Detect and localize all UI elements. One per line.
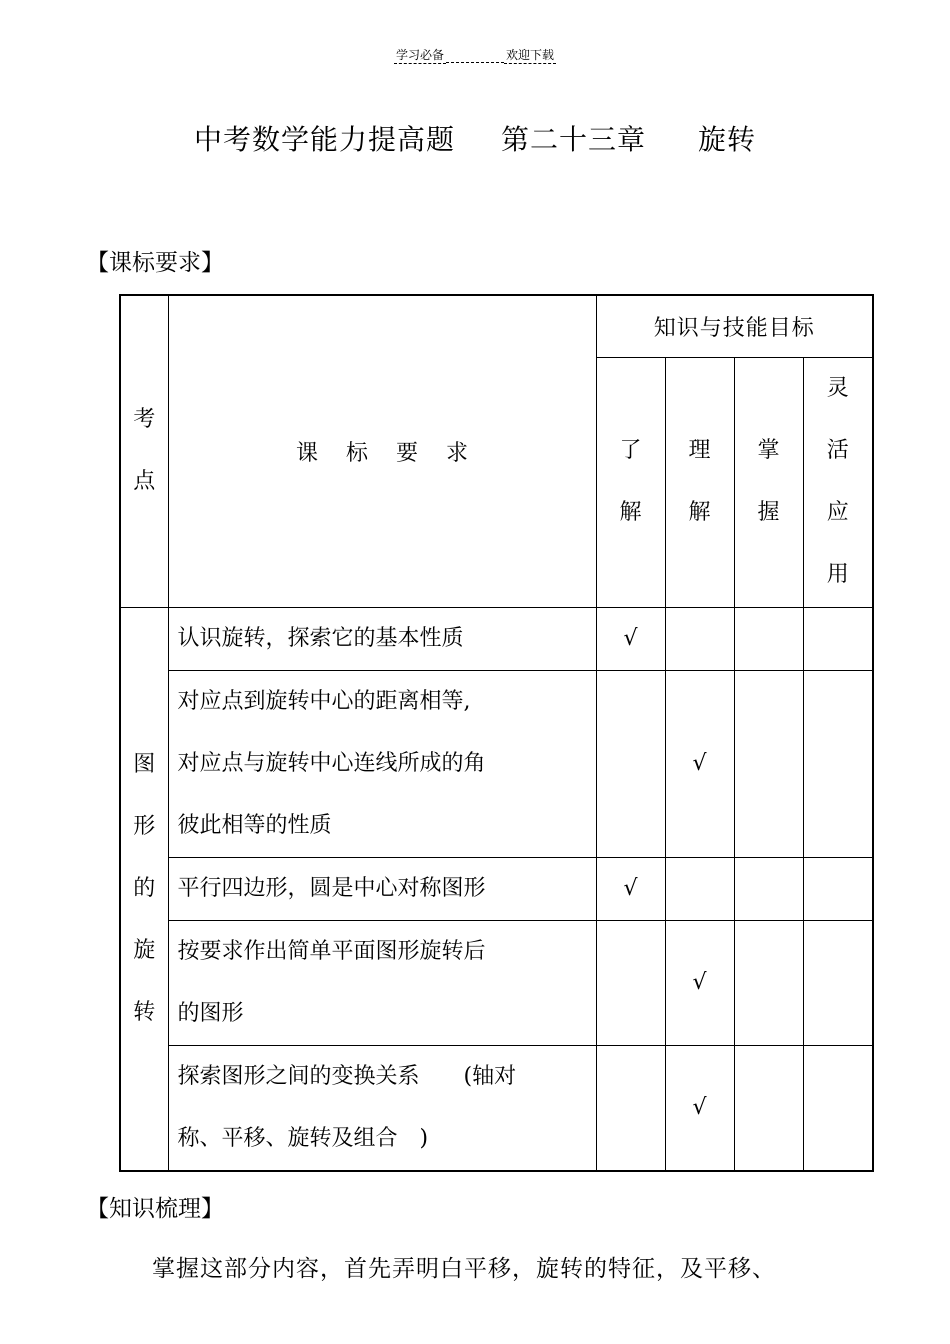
body-paragraph: 掌握这部分内容，首先弄明白平移，旋转的特征，及平移、	[152, 1256, 776, 1282]
topic-char: 形	[133, 813, 156, 839]
requirement-line: 对应点与旋转中心连线所成的角	[177, 750, 486, 776]
empty-cell	[734, 857, 803, 920]
check-mark: √	[596, 607, 665, 670]
header-skill-goal: 知识与技能目标	[596, 295, 873, 357]
empty-cell	[596, 920, 665, 1045]
level-comprehend	[665, 357, 734, 607]
requirement-row-4	[168, 920, 596, 1045]
topic-char: 图	[133, 751, 156, 777]
requirement-line: 对应点到旋转中心的距离相等,	[177, 688, 471, 714]
requirements-table	[119, 294, 874, 1172]
empty-cell	[803, 1045, 873, 1171]
header-dashed-gap	[446, 62, 504, 63]
empty-cell	[734, 670, 803, 857]
empty-cell	[596, 670, 665, 857]
header-right-text: 欢迎下载	[506, 48, 555, 62]
requirement-row-3	[168, 857, 596, 920]
requirement-line: 的图形	[177, 1000, 244, 1026]
header-requirement-char: 要	[396, 440, 419, 466]
check-mark: √	[665, 920, 734, 1045]
page-header	[0, 46, 950, 63]
requirement-line: 探索图形之间的变换关系 (轴对	[177, 1063, 517, 1089]
level-char: 解	[619, 500, 642, 525]
page-title	[0, 118, 950, 158]
requirement-line: 彼此相等的性质	[177, 812, 332, 838]
topic-char: 旋	[133, 937, 156, 963]
check-mark: √	[665, 1045, 734, 1171]
header-kaodian-char: 考	[133, 407, 156, 433]
header-requirement	[168, 295, 596, 607]
topic-char: 的	[133, 875, 156, 901]
empty-cell	[734, 920, 803, 1045]
topic-cell	[120, 607, 168, 1171]
check-mark: √	[665, 670, 734, 857]
title-part-3: 旋转	[698, 123, 757, 156]
requirement-line: 平行四边形，圆是中心对称图形	[177, 875, 486, 901]
requirement-line: 按要求作出简单平面图形旋转后	[177, 938, 486, 964]
empty-cell	[803, 670, 873, 857]
header-kaodian-char: 点	[133, 469, 156, 495]
level-char: 了	[619, 438, 642, 463]
empty-cell	[803, 920, 873, 1045]
header-requirement-char: 求	[446, 440, 469, 466]
level-apply	[803, 357, 873, 607]
header-kaodian	[120, 295, 168, 607]
level-char: 应	[826, 500, 849, 525]
header-requirement-char: 标	[345, 440, 368, 466]
level-char: 灵	[826, 376, 849, 401]
empty-cell	[665, 607, 734, 670]
requirement-row-1	[168, 607, 596, 670]
empty-cell	[596, 1045, 665, 1171]
requirement-line: 称、平移、旋转及组合 )	[177, 1125, 429, 1151]
empty-cell	[665, 857, 734, 920]
empty-cell	[734, 1045, 803, 1171]
empty-cell	[803, 857, 873, 920]
requirement-line: 认识旋转，探索它的基本性质	[177, 625, 464, 651]
requirement-row-2	[168, 670, 596, 857]
level-char: 用	[826, 562, 849, 587]
title-part-1: 中考数学能力提高题	[193, 123, 455, 156]
level-master	[734, 357, 803, 607]
title-part-2: 第二十三章	[500, 123, 646, 156]
level-char: 活	[826, 438, 849, 463]
level-understand	[596, 357, 665, 607]
empty-cell	[803, 607, 873, 670]
topic-char: 转	[133, 999, 156, 1025]
requirement-row-5	[168, 1045, 596, 1171]
level-char: 理	[688, 438, 711, 463]
level-char: 解	[688, 500, 711, 525]
empty-cell	[734, 607, 803, 670]
check-mark: √	[596, 857, 665, 920]
level-char: 握	[757, 500, 780, 525]
level-char: 掌	[757, 438, 780, 463]
header-requirement-char: 课	[295, 440, 318, 466]
header-left-text: 学习必备	[395, 48, 444, 62]
section-heading-requirements: 【课标要求】	[86, 250, 224, 276]
section-heading-knowledge: 【知识梳理】	[86, 1196, 224, 1222]
